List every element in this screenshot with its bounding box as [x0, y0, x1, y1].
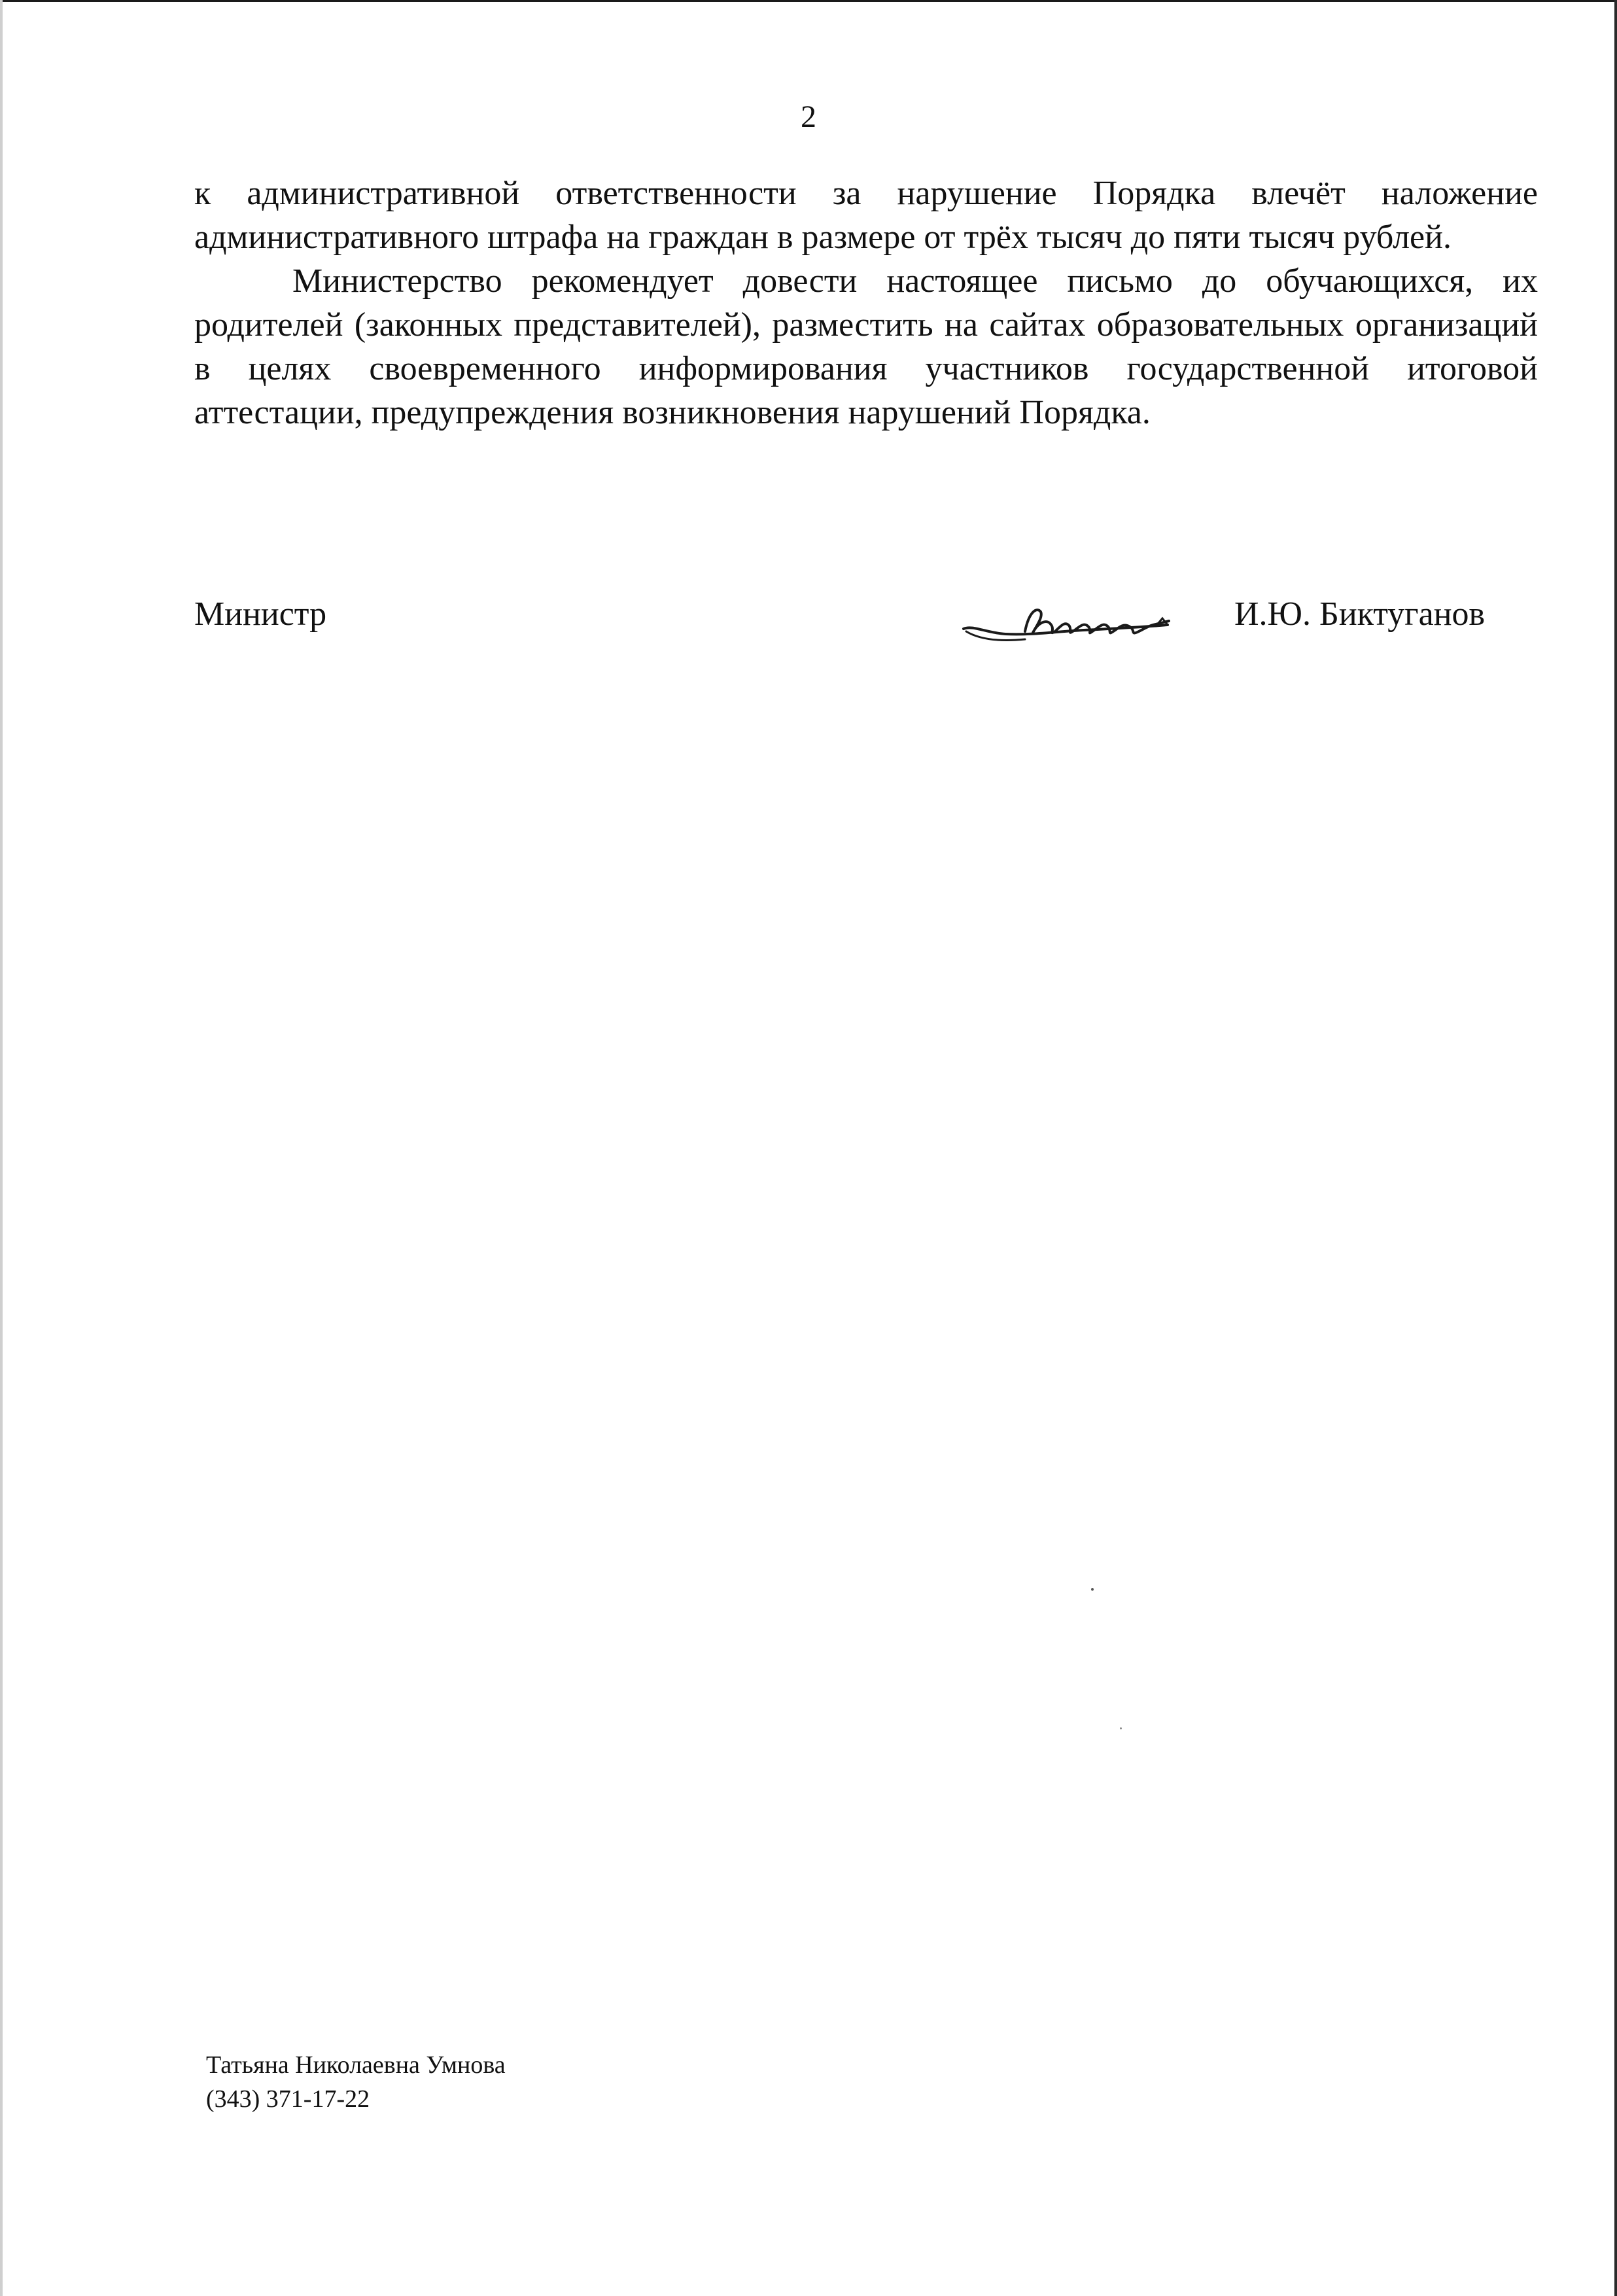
- signatory-name: И.Ю. Биктуганов: [1234, 595, 1486, 633]
- body-paragraph-2: Министерство рекомендует довести настоящее письмо до обучающихся, их родителей (законных представителей), разместить на сайтах образовательных организаций в целях своевременного информирования участников государственной итоговой аттестации, предупреждения возникновения нарушений Порядка.: [194, 262, 1538, 431]
- signature-block: [194, 592, 1538, 645]
- executor-contact: [206, 2048, 506, 2116]
- scan-speck: [1120, 1727, 1122, 1729]
- executor-name: Татьяна Николаевна Умнова: [206, 2051, 506, 2079]
- scan-border-left: [0, 0, 3, 2296]
- executor-phone: (343) 371-17-22: [206, 2085, 370, 2113]
- body-paragraph-1: к административной ответственности за нарушение Порядка влечёт наложение административного штрафа на граждан в размере от трёх тысяч до пяти тысяч рублей.: [194, 175, 1538, 256]
- signatory-position: Министр: [194, 595, 327, 633]
- scan-border-right: [1614, 0, 1617, 2296]
- scan-speck: [1091, 1588, 1094, 1591]
- scan-border-top: [0, 0, 1617, 2]
- handwritten-signature: [960, 605, 1182, 671]
- letter-body: [194, 171, 1538, 434]
- page-number: 2: [801, 99, 816, 134]
